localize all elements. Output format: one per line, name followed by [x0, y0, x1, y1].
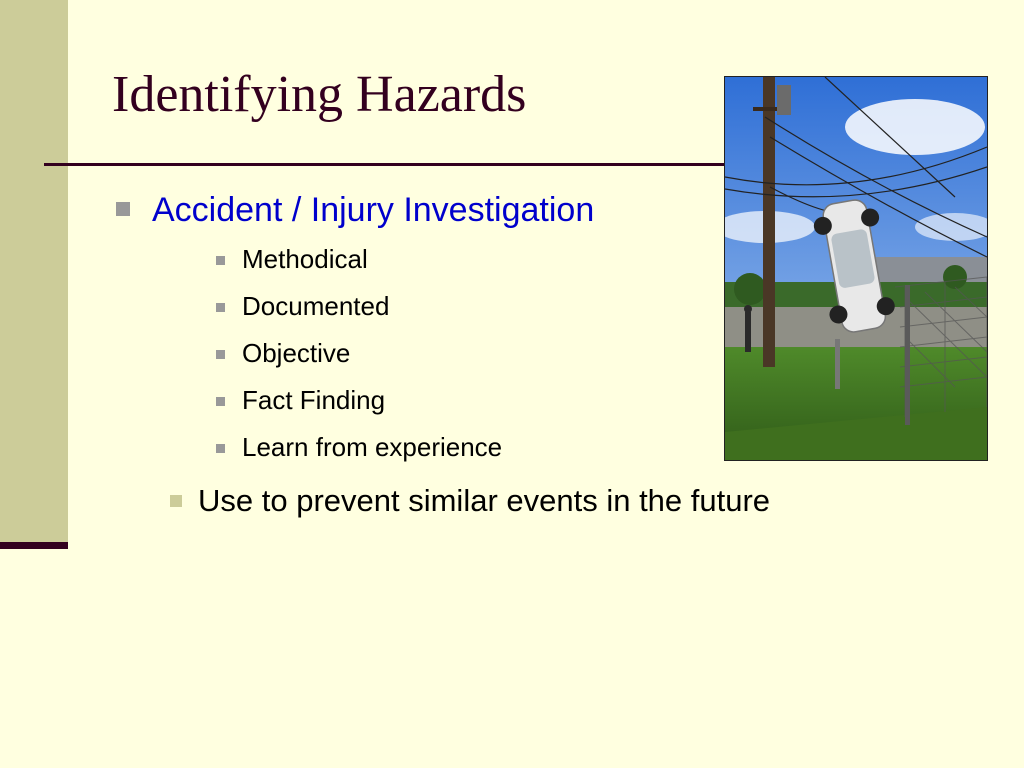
bullet-text: Use to prevent similar events in the future — [198, 483, 771, 518]
slide-title: Identifying Hazards — [112, 66, 527, 123]
sub-bullet-text: Methodical — [242, 244, 368, 274]
sub-bullet — [216, 246, 368, 272]
bullet-prevent-events — [170, 485, 770, 516]
accident-photo — [724, 76, 988, 461]
sub-bullet — [216, 387, 385, 413]
sub-bullet-text: Documented — [242, 291, 390, 321]
sub-bullet-text: Objective — [242, 338, 351, 368]
sub-bullet — [216, 293, 389, 319]
sub-bullet-text: Fact Finding — [242, 385, 386, 415]
left-accent-band — [0, 0, 68, 548]
title-divider — [44, 163, 734, 166]
left-band-marker — [0, 542, 68, 549]
bullet-text: Accident / Injury Investigation — [152, 191, 595, 229]
sub-bullet — [216, 434, 502, 460]
sub-bullet-text: Learn from experience — [242, 432, 503, 462]
bullet-accident-investigation — [116, 193, 594, 227]
car-in-power-lines-illustration — [725, 77, 987, 460]
sub-bullet — [216, 340, 350, 366]
